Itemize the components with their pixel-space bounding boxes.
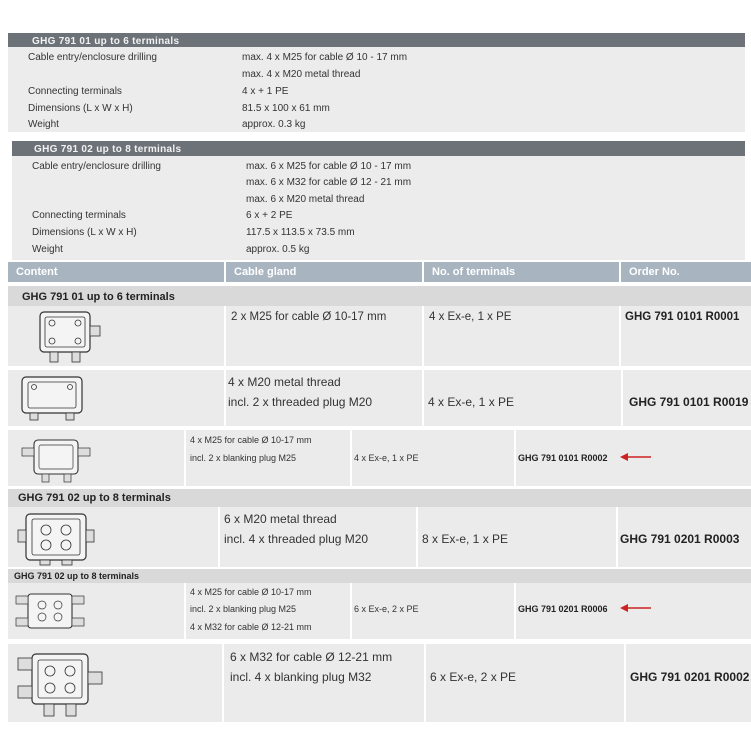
column-header-order-no: Order No. — [621, 262, 751, 282]
order-cell — [623, 370, 751, 426]
red-arrow-icon — [620, 452, 652, 462]
section-header — [8, 489, 751, 507]
terminals-text: 4 x Ex-e, 1 x PE — [428, 395, 515, 409]
terminals-cell — [424, 306, 619, 366]
order-number[interactable]: GHG 791 0101 R0001 — [625, 311, 740, 323]
junction-box-8-terminals-icon — [12, 646, 108, 720]
spec-block-1-header — [8, 33, 745, 47]
terminals-cell — [352, 583, 514, 639]
table-row — [8, 370, 751, 426]
junction-box-8-terminals-icon — [16, 508, 106, 566]
order-cell — [516, 583, 751, 639]
cable-gland-text: incl. 4 x blanking plug M32 — [230, 670, 372, 684]
order-cell — [621, 306, 751, 366]
section-title: GHG 791 01 up to 6 terminals — [22, 291, 175, 303]
red-arrow-icon — [620, 603, 652, 613]
spec-value: approx. 0.5 kg — [246, 244, 310, 255]
cable-gland-cell — [220, 507, 416, 567]
spec-value: 4 x + 1 PE — [242, 86, 289, 97]
terminals-text: 8 x Ex-e, 1 x PE — [422, 532, 509, 546]
cable-gland-text: 4 x M25 for cable Ø 10-17 mm — [190, 587, 312, 597]
terminals-cell — [426, 644, 624, 722]
terminals-text: 4 x Ex-e, 1 x PE — [354, 453, 419, 463]
product-image-cell — [8, 430, 184, 486]
table-row — [8, 507, 751, 567]
junction-box-8-terminals-icon — [12, 586, 92, 636]
cable-gland-text: 4 x M32 for cable Ø 12-21 mm — [190, 622, 312, 632]
junction-box-6-terminals-icon — [12, 432, 102, 484]
spec-block-1 — [8, 47, 745, 132]
cable-gland-text: incl. 4 x threaded plug M20 — [224, 532, 369, 546]
spec-label: Cable entry/enclosure drilling — [28, 52, 157, 63]
cable-gland-text: 4 x M20 metal thread — [228, 375, 341, 389]
spec-label: Weight — [32, 244, 63, 255]
table-row — [8, 644, 751, 722]
column-header-cable-gland: Cable gland — [226, 262, 422, 282]
terminals-text: 6 x Ex-e, 2 x PE — [430, 670, 517, 684]
order-number[interactable]: GHG 791 0101 R0002 — [518, 453, 608, 463]
product-image-cell — [8, 583, 184, 639]
terminals-text: 4 x Ex-e, 1 x PE — [429, 311, 512, 323]
cable-gland-cell — [226, 306, 422, 366]
terminals-text: 6 x Ex-e, 2 x PE — [354, 604, 419, 614]
column-header-content: Content — [8, 262, 224, 282]
section-header — [8, 569, 751, 583]
spec-label: Connecting terminals — [28, 86, 122, 97]
product-image-cell — [8, 644, 222, 722]
cable-gland-cell — [186, 583, 350, 639]
order-number[interactable]: GHG 791 0201 R0003 — [620, 532, 740, 546]
spec-value: max. 6 x M32 for cable Ø 12 - 21 mm — [246, 177, 412, 188]
terminals-cell — [418, 507, 616, 567]
spec-label: Dimensions (L x W x H) — [28, 103, 133, 114]
cable-gland-text: 2 x M25 for cable Ø 10-17 mm — [231, 311, 387, 323]
spec-value: 6 x + 2 PE — [246, 210, 293, 221]
cable-gland-text: incl. 2 x blanking plug M25 — [190, 604, 297, 614]
cable-gland-text: 4 x M25 for cable Ø 10-17 mm — [190, 435, 312, 445]
section-header — [8, 286, 751, 306]
spec-value: max. 6 x M25 for cable Ø 10 - 17 mm — [246, 161, 412, 172]
spec-block-2-header — [12, 141, 745, 156]
order-cell — [626, 644, 751, 722]
section-title: GHG 791 02 up to 8 terminals — [14, 571, 140, 581]
terminals-cell — [424, 370, 621, 426]
spec-label: Weight — [28, 119, 59, 130]
spec-value: approx. 0.3 kg — [242, 119, 306, 130]
cable-gland-text: incl. 2 x threaded plug M20 — [228, 395, 373, 409]
spec-label: Connecting terminals — [32, 210, 126, 221]
spec-block-2-title: GHG 791 02 up to 8 terminals — [34, 144, 182, 155]
spec-block-1-title: GHG 791 01 up to 6 terminals — [32, 36, 180, 47]
product-image-cell — [8, 306, 224, 366]
order-cell — [618, 507, 751, 567]
spec-block-2 — [12, 156, 745, 260]
junction-box-6-terminals-icon — [16, 373, 96, 423]
order-number[interactable]: GHG 791 0201 R0002 — [630, 670, 750, 684]
product-image-cell — [8, 370, 224, 426]
product-image-cell — [8, 507, 218, 567]
column-header-terminals: No. of terminals — [424, 262, 619, 282]
table-row — [8, 430, 751, 486]
cable-gland-cell — [226, 370, 422, 426]
spec-value: max. 4 x M20 metal thread — [242, 69, 361, 80]
cable-gland-cell — [224, 644, 424, 722]
cable-gland-cell — [186, 430, 350, 486]
terminals-cell — [352, 430, 514, 486]
cable-gland-text: 6 x M32 for cable Ø 12-21 mm — [230, 650, 393, 664]
cable-gland-text: 6 x M20 metal thread — [224, 512, 337, 526]
spec-value: 81.5 x 100 x 61 mm — [242, 103, 330, 114]
column-header-row — [8, 262, 751, 282]
junction-box-6-terminals-icon — [32, 308, 112, 366]
cable-gland-text: incl. 2 x blanking plug M25 — [190, 453, 297, 463]
spec-value: 117.5 x 113.5 x 73.5 mm — [246, 227, 355, 238]
table-row — [8, 583, 751, 639]
spec-value: max. 4 x M25 for cable Ø 10 - 17 mm — [242, 52, 408, 63]
table-row — [8, 306, 751, 366]
order-cell — [516, 430, 751, 486]
order-number[interactable]: GHG 791 0101 R0019 — [629, 395, 749, 409]
spec-label: Dimensions (L x W x H) — [32, 227, 137, 238]
order-number[interactable]: GHG 791 0201 R0006 — [518, 604, 608, 614]
spec-value: max. 6 x M20 metal thread — [246, 194, 365, 205]
spec-label: Cable entry/enclosure drilling — [32, 161, 161, 172]
section-title: GHG 791 02 up to 8 terminals — [18, 492, 171, 504]
